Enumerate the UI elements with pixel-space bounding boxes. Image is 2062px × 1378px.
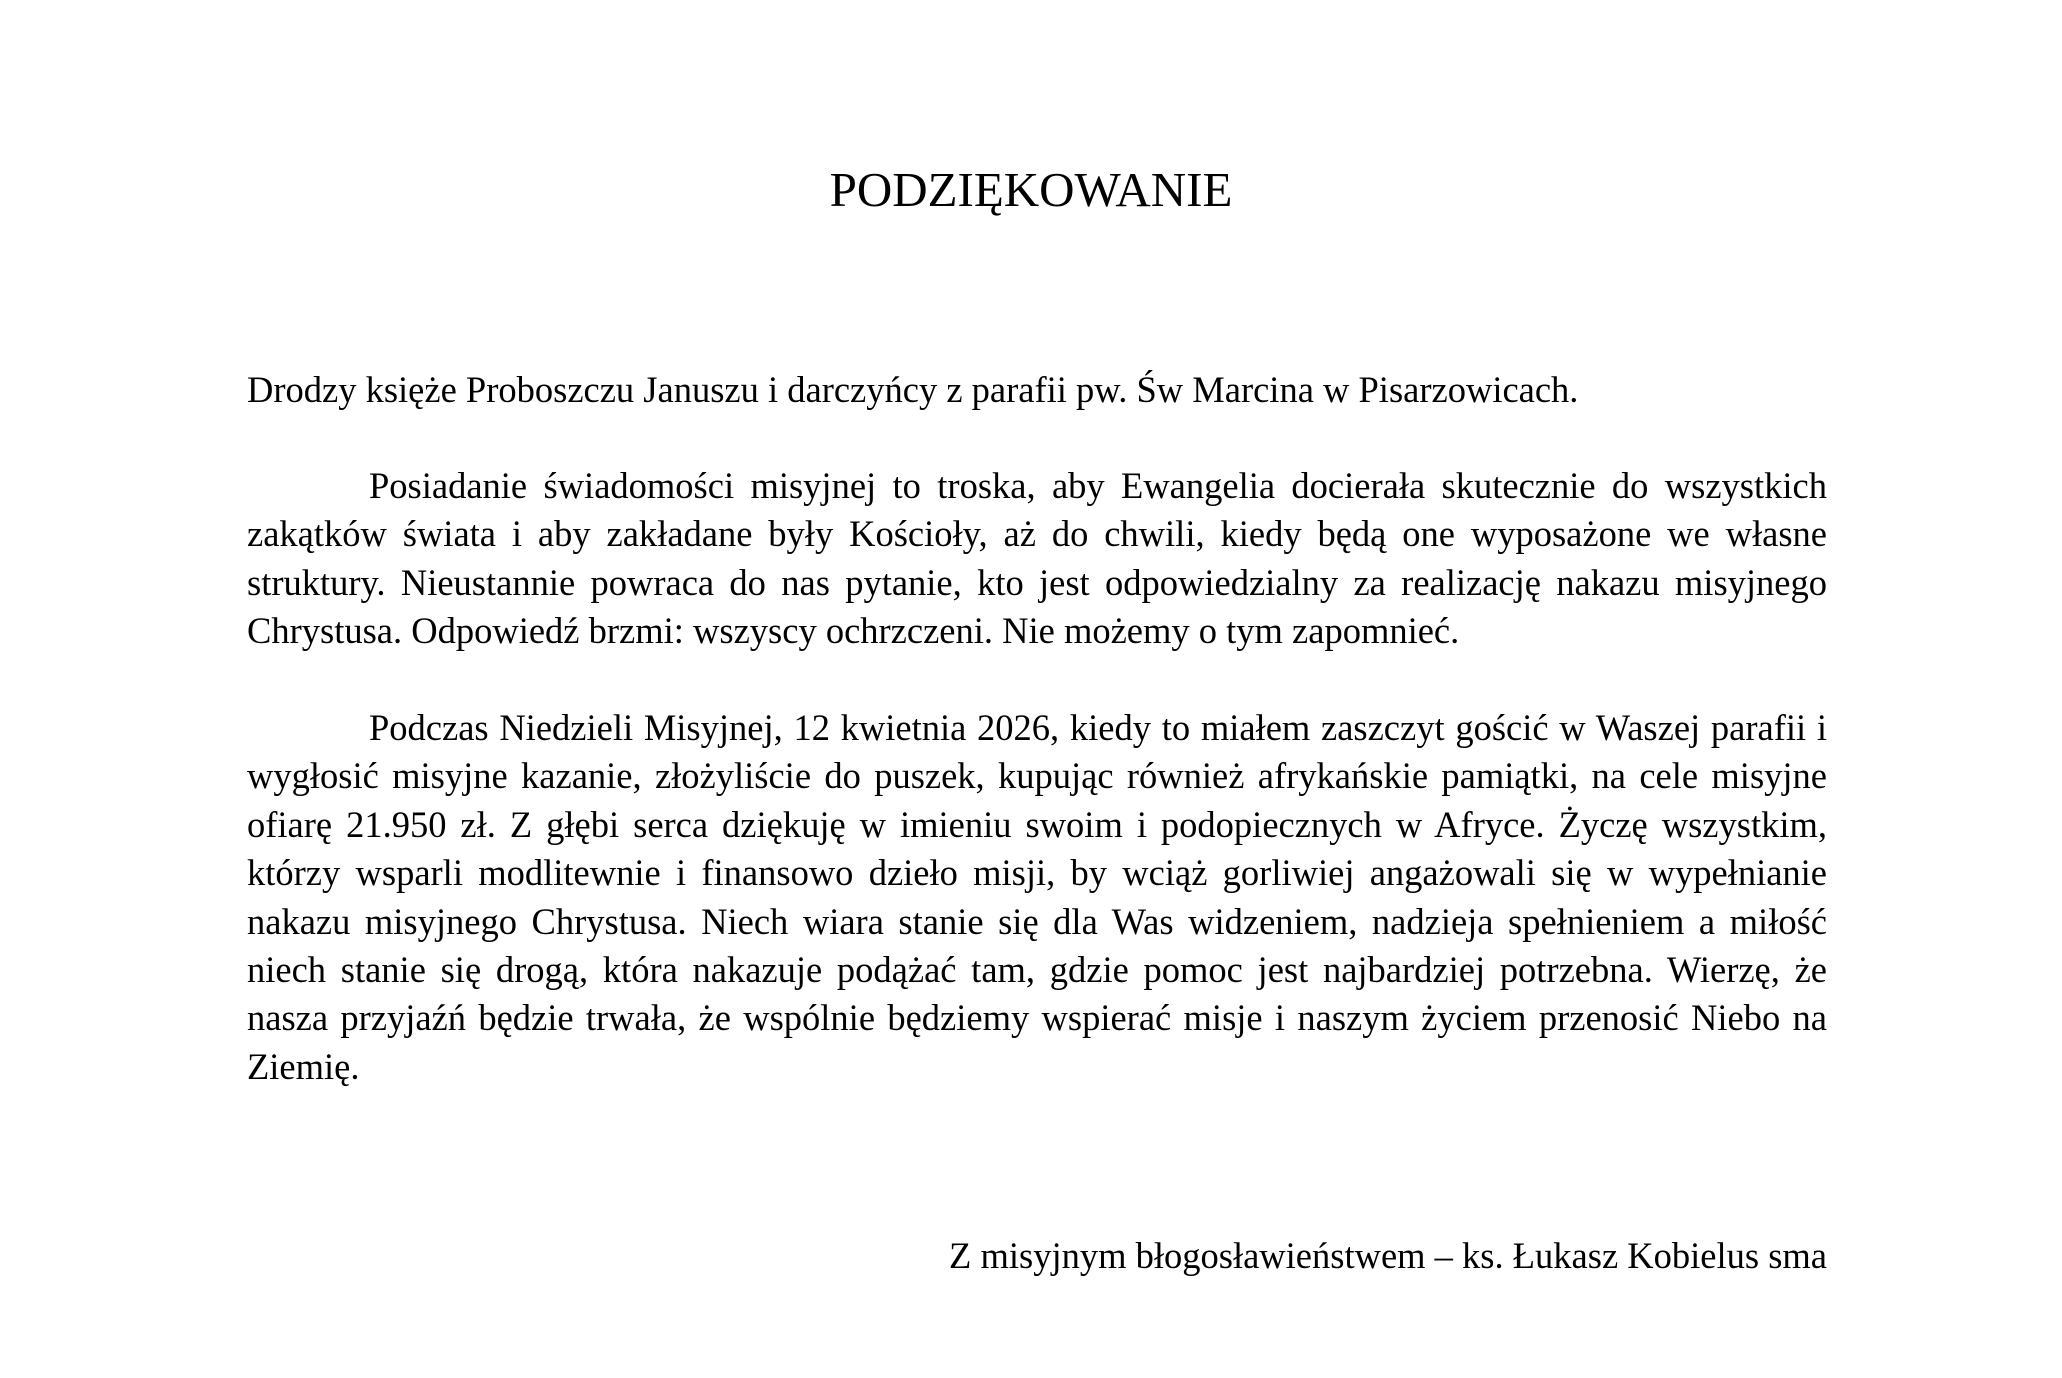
paragraph-block-2: [247, 704, 1827, 1091]
greeting-line: Drodzy księże Proboszczu Januszu i darczyńcy z parafii pw. Św Marcina w Pisarzowicach.: [247, 369, 1579, 410]
page-title: PODZIĘKOWANIE: [829, 162, 1233, 217]
paragraph-1: Posiadanie świadomości misyjnej to troska, aby Ewangelia docierała skutecznie do wszystkich zakątków świata i aby zakładane były Kościoły, aż do chwili, kiedy będą one wyposażone we własne struktury. Nieustannie powraca do nas pytanie, kto jest odpowiedzialny za realizację nakazu misyjnego Chrystusa. Odpowiedź brzmi: wszyscy ochrzczeni. Nie możemy o tym zapomnieć.: [247, 465, 1827, 652]
paragraph-2: Podczas Niedzieli Misyjnej, 12 kwietnia 2026, kiedy to miałem zaszczyt gościć w Waszej parafii i wygłosić misyjne kazanie, złożyliście do puszek, kupując również afrykańskie pamiątki, na cele misyjne ofiarę 21.950 zł. Z głębi serca dziękuję w imieniu swoim i podopiecznych w Afryce. Życzę wszystkim, którzy wsparli modlitewnie i finansowo dzieło misji, by wciąż gorliwiej angażowali się w wypełnianie nakazu misyjnego Chrystusa. Niech wiara stanie się dla Was widzeniem, nadzieja spełnieniem a miłość niech stanie się drogą, która nakazuje podążać tam, gdzie pomoc jest najbardziej potrzebna. Wierzę, że nasza przyjaźń będzie trwała, że wspólnie będziemy wspierać misje i naszym życiem przenosić Niebo na Ziemię.: [247, 707, 1827, 1087]
paragraph-block-1: [247, 462, 1827, 656]
signature-line: Z misyjnym błogosławieństwem – ks. Łukasz Kobielus sma: [949, 1235, 1827, 1276]
